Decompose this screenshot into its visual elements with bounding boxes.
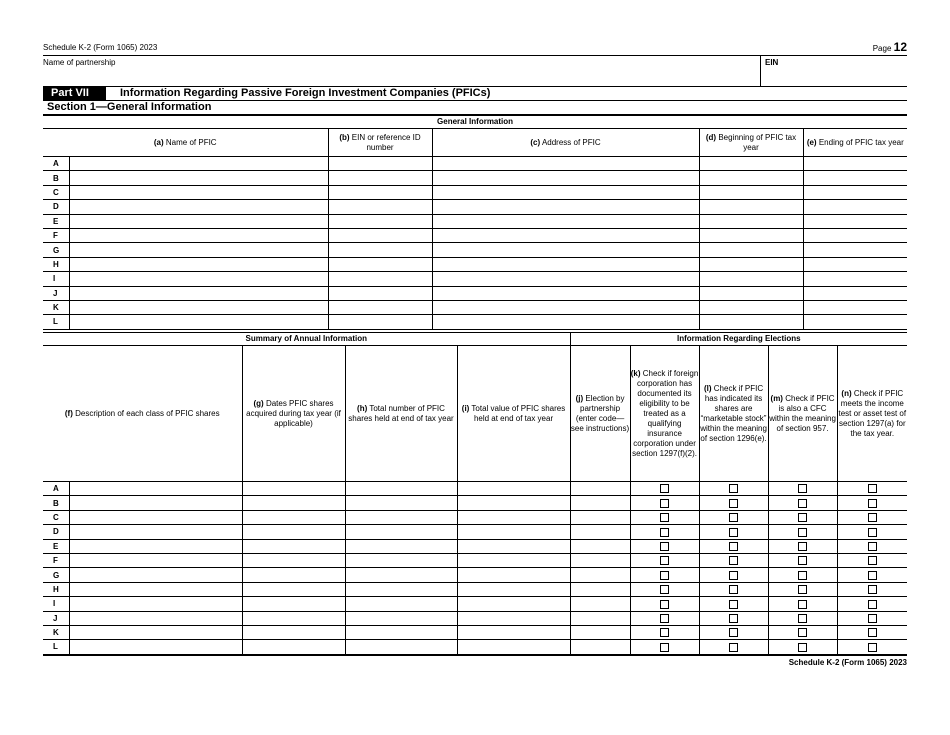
checkbox-cell: [837, 611, 907, 625]
row-label: K: [43, 300, 69, 314]
description-field[interactable]: [69, 640, 242, 654]
general-info-band: General Information: [43, 116, 907, 129]
row-label: H: [43, 582, 69, 596]
marketable-stock-checkbox[interactable]: [729, 484, 738, 493]
description-field[interactable]: [69, 582, 242, 596]
pfic-name-field[interactable]: [69, 214, 328, 228]
description-field[interactable]: [69, 597, 242, 611]
checkbox-cell: [630, 539, 699, 553]
end-year-field[interactable]: [803, 257, 907, 271]
general-row: [43, 243, 907, 257]
income-asset-test-checkbox[interactable]: [868, 628, 877, 637]
col-l-header: (l) Check if PFIC has indicated its shares are “marketable stock” within the meaning of section 1296(e).: [699, 346, 768, 482]
col-e-header: (e) Ending of PFIC tax year: [803, 129, 907, 157]
total-value-field[interactable]: [457, 568, 570, 582]
end-year-field[interactable]: [803, 272, 907, 286]
checkbox-cell: [837, 553, 907, 567]
summary-row: [43, 482, 907, 496]
checkbox-cell: [837, 640, 907, 654]
address-field[interactable]: [432, 243, 699, 257]
general-row: [43, 272, 907, 286]
partnership-name-field[interactable]: [51, 70, 751, 84]
checkbox-cell: [699, 525, 768, 539]
checkbox-cell: [768, 539, 837, 553]
general-row: [43, 200, 907, 214]
total-value-field[interactable]: [457, 496, 570, 510]
election-code-field[interactable]: [570, 510, 630, 524]
marketable-stock-checkbox[interactable]: [729, 571, 738, 580]
row-label: A: [43, 482, 69, 496]
ein-label: EIN: [765, 58, 779, 67]
checkbox-cell: [630, 597, 699, 611]
dates-acquired-field[interactable]: [242, 496, 345, 510]
checkbox-cell: [837, 597, 907, 611]
general-info-table: [43, 115, 907, 330]
description-field[interactable]: [69, 553, 242, 567]
summary-table: [43, 332, 907, 655]
total-value-field[interactable]: [457, 640, 570, 654]
general-row: [43, 157, 907, 171]
row-label: F: [43, 228, 69, 242]
checkbox-cell: [768, 625, 837, 639]
summary-row: [43, 496, 907, 510]
election-code-field[interactable]: [570, 582, 630, 596]
checkbox-cell: [699, 582, 768, 596]
pfic-name-field[interactable]: [69, 257, 328, 271]
checkbox-cell: [699, 568, 768, 582]
address-field[interactable]: [432, 300, 699, 314]
checkbox-cell: [837, 510, 907, 524]
part-label: Part VII: [43, 87, 106, 100]
qic-checkbox[interactable]: [660, 600, 669, 609]
cfc-checkbox[interactable]: [798, 614, 807, 623]
col-a-header: (a) Name of PFIC: [43, 129, 328, 157]
income-asset-test-checkbox[interactable]: [868, 614, 877, 623]
total-shares-field[interactable]: [345, 553, 457, 567]
row-label: G: [43, 568, 69, 582]
description-field[interactable]: [69, 539, 242, 553]
checkbox-cell: [768, 496, 837, 510]
income-asset-test-checkbox[interactable]: [868, 600, 877, 609]
begin-year-field[interactable]: [699, 185, 803, 199]
row-label: D: [43, 525, 69, 539]
total-value-field[interactable]: [457, 539, 570, 553]
total-shares-field[interactable]: [345, 611, 457, 625]
checkbox-cell: [630, 611, 699, 625]
checkbox-cell: [837, 568, 907, 582]
row-label: G: [43, 243, 69, 257]
col-b-header: (b) EIN or reference ID number: [328, 129, 432, 157]
cfc-checkbox[interactable]: [798, 528, 807, 537]
total-shares-field[interactable]: [345, 482, 457, 496]
pfic-name-field[interactable]: [69, 286, 328, 300]
end-year-field[interactable]: [803, 171, 907, 185]
cfc-checkbox[interactable]: [798, 556, 807, 565]
col-n-header: (n) Check if PFIC meets the income test or asset test of section 1297(a) for the tax year.: [837, 346, 907, 482]
checkbox-cell: [630, 553, 699, 567]
end-year-field[interactable]: [803, 300, 907, 314]
general-row: [43, 214, 907, 228]
row-label: A: [43, 157, 69, 171]
cfc-checkbox[interactable]: [798, 643, 807, 652]
total-value-field[interactable]: [457, 582, 570, 596]
general-row: [43, 257, 907, 271]
qic-checkbox[interactable]: [660, 528, 669, 537]
address-field[interactable]: [432, 272, 699, 286]
row-label: D: [43, 200, 69, 214]
ein-field[interactable]: [328, 300, 432, 314]
row-label: E: [43, 539, 69, 553]
summary-row: [43, 568, 907, 582]
total-value-field[interactable]: [457, 597, 570, 611]
checkbox-cell: [699, 611, 768, 625]
general-row: [43, 315, 907, 329]
row-label: J: [43, 611, 69, 625]
description-field[interactable]: [69, 525, 242, 539]
address-field[interactable]: [432, 228, 699, 242]
end-year-field[interactable]: [803, 185, 907, 199]
checkbox-cell: [699, 640, 768, 654]
election-code-field[interactable]: [570, 640, 630, 654]
checkbox-cell: [630, 640, 699, 654]
pfic-name-field[interactable]: [69, 243, 328, 257]
total-value-field[interactable]: [457, 510, 570, 524]
qic-checkbox[interactable]: [660, 484, 669, 493]
marketable-stock-checkbox[interactable]: [729, 585, 738, 594]
end-year-field[interactable]: [803, 243, 907, 257]
checkbox-cell: [837, 539, 907, 553]
general-row: [43, 286, 907, 300]
marketable-stock-checkbox[interactable]: [729, 614, 738, 623]
summary-row: [43, 625, 907, 639]
election-code-field[interactable]: [570, 496, 630, 510]
part-title: Information Regarding Passive Foreign Investment Companies (PFICs): [120, 87, 491, 99]
qic-checkbox[interactable]: [660, 628, 669, 637]
ein-field[interactable]: [328, 214, 432, 228]
description-field[interactable]: [69, 568, 242, 582]
ein-field[interactable]: [328, 157, 432, 171]
checkbox-cell: [768, 582, 837, 596]
dates-acquired-field[interactable]: [242, 553, 345, 567]
dates-acquired-field[interactable]: [242, 582, 345, 596]
dates-acquired-field[interactable]: [242, 611, 345, 625]
checkbox-cell: [630, 625, 699, 639]
address-field[interactable]: [432, 200, 699, 214]
election-code-field[interactable]: [570, 625, 630, 639]
cfc-checkbox[interactable]: [798, 600, 807, 609]
begin-year-field[interactable]: [699, 286, 803, 300]
row-label: I: [43, 272, 69, 286]
dates-acquired-field[interactable]: [242, 525, 345, 539]
end-year-field[interactable]: [803, 200, 907, 214]
marketable-stock-checkbox[interactable]: [729, 556, 738, 565]
qic-checkbox[interactable]: [660, 614, 669, 623]
ein-field[interactable]: [328, 243, 432, 257]
ein-field[interactable]: [328, 171, 432, 185]
checkbox-cell: [630, 510, 699, 524]
checkbox-cell: [630, 525, 699, 539]
checkbox-cell: [837, 525, 907, 539]
total-value-field[interactable]: [457, 625, 570, 639]
income-asset-test-checkbox[interactable]: [868, 484, 877, 493]
begin-year-field[interactable]: [699, 300, 803, 314]
total-shares-field[interactable]: [345, 539, 457, 553]
end-year-field[interactable]: [803, 286, 907, 300]
col-j-header: (j) Election by partnership (enter code—see instructions): [570, 346, 630, 482]
checkbox-cell: [768, 640, 837, 654]
marketable-stock-checkbox[interactable]: [729, 542, 738, 551]
checkbox-cell: [837, 625, 907, 639]
income-asset-test-checkbox[interactable]: [868, 542, 877, 551]
end-year-field[interactable]: [803, 214, 907, 228]
total-shares-field[interactable]: [345, 582, 457, 596]
pfic-name-field[interactable]: [69, 171, 328, 185]
election-code-field[interactable]: [570, 597, 630, 611]
page-number-value: 12: [893, 40, 907, 54]
summary-row: [43, 582, 907, 596]
income-asset-test-checkbox[interactable]: [868, 585, 877, 594]
ein-field[interactable]: [328, 272, 432, 286]
total-shares-field[interactable]: [345, 625, 457, 639]
ein-field[interactable]: [328, 200, 432, 214]
summary-band: Summary of Annual Information: [43, 333, 570, 346]
cfc-checkbox[interactable]: [798, 499, 807, 508]
end-year-field[interactable]: [803, 228, 907, 242]
total-shares-field[interactable]: [345, 496, 457, 510]
page-prefix: Page: [872, 44, 892, 53]
pfic-name-field[interactable]: [69, 200, 328, 214]
description-field[interactable]: [69, 611, 242, 625]
checkbox-cell: [699, 539, 768, 553]
pfic-name-field[interactable]: [69, 300, 328, 314]
election-code-field[interactable]: [570, 611, 630, 625]
cfc-checkbox[interactable]: [798, 585, 807, 594]
checkbox-cell: [837, 482, 907, 496]
checkbox-cell: [699, 553, 768, 567]
ein-field[interactable]: [328, 257, 432, 271]
total-shares-field[interactable]: [345, 525, 457, 539]
row-label: L: [43, 315, 69, 329]
election-code-field[interactable]: [570, 568, 630, 582]
address-field[interactable]: [432, 315, 699, 329]
divider-line: [43, 55, 907, 56]
dates-acquired-field[interactable]: [242, 539, 345, 553]
income-asset-test-checkbox[interactable]: [868, 513, 877, 522]
checkbox-cell: [768, 525, 837, 539]
total-value-field[interactable]: [457, 525, 570, 539]
checkbox-cell: [699, 496, 768, 510]
row-label: H: [43, 257, 69, 271]
col-k-header: (k) Check if foreign corporation has documented its eligibility to be treated as a qualifying insurance corporation under section 1297(f)(2).: [630, 346, 699, 482]
checkbox-cell: [768, 510, 837, 524]
pfic-name-field[interactable]: [69, 228, 328, 242]
checkbox-cell: [699, 482, 768, 496]
cfc-checkbox[interactable]: [798, 571, 807, 580]
checkbox-cell: [630, 582, 699, 596]
address-field[interactable]: [432, 257, 699, 271]
dates-acquired-field[interactable]: [242, 597, 345, 611]
total-value-field[interactable]: [457, 482, 570, 496]
row-label: L: [43, 640, 69, 654]
checkbox-cell: [699, 625, 768, 639]
description-field[interactable]: [69, 510, 242, 524]
begin-year-field[interactable]: [699, 315, 803, 329]
col-g-header: (g) Dates PFIC shares acquired during tax year (if applicable): [242, 346, 345, 482]
address-field[interactable]: [432, 171, 699, 185]
checkbox-cell: [630, 496, 699, 510]
row-label: I: [43, 597, 69, 611]
row-label: B: [43, 496, 69, 510]
general-row: [43, 300, 907, 314]
total-shares-field[interactable]: [345, 640, 457, 654]
row-label: K: [43, 625, 69, 639]
cfc-checkbox[interactable]: [798, 628, 807, 637]
dates-acquired-field[interactable]: [242, 510, 345, 524]
election-code-field[interactable]: [570, 525, 630, 539]
qic-checkbox[interactable]: [660, 513, 669, 522]
checkbox-cell: [837, 582, 907, 596]
begin-year-field[interactable]: [699, 272, 803, 286]
summary-row: [43, 597, 907, 611]
row-label: C: [43, 185, 69, 199]
marketable-stock-checkbox[interactable]: [729, 643, 738, 652]
dates-acquired-field[interactable]: [242, 640, 345, 654]
section-title: Section 1—General Information: [47, 101, 212, 113]
col-h-header: (h) Total number of PFIC shares held at end of tax year: [345, 346, 457, 482]
ein-field[interactable]: [328, 228, 432, 242]
form-id: Schedule K-2 (Form 1065) 2023: [43, 43, 158, 52]
summary-row: [43, 553, 907, 567]
begin-year-field[interactable]: [699, 243, 803, 257]
row-label: C: [43, 510, 69, 524]
checkbox-cell: [699, 597, 768, 611]
summary-row: [43, 611, 907, 625]
row-label: F: [43, 553, 69, 567]
checkbox-cell: [699, 510, 768, 524]
income-asset-test-checkbox[interactable]: [868, 528, 877, 537]
ein-field[interactable]: [328, 286, 432, 300]
row-label: B: [43, 171, 69, 185]
summary-row: [43, 510, 907, 524]
total-shares-field[interactable]: [345, 510, 457, 524]
ein-field[interactable]: [328, 185, 432, 199]
col-c-header: (c) Address of PFIC: [432, 129, 699, 157]
summary-row: [43, 539, 907, 553]
marketable-stock-checkbox[interactable]: [729, 600, 738, 609]
end-year-field[interactable]: [803, 315, 907, 329]
begin-year-field[interactable]: [699, 228, 803, 242]
checkbox-cell: [630, 482, 699, 496]
dates-acquired-field[interactable]: [242, 625, 345, 639]
ein-field[interactable]: [328, 315, 432, 329]
ein-field[interactable]: [770, 70, 900, 84]
description-field[interactable]: [69, 482, 242, 496]
election-code-field[interactable]: [570, 539, 630, 553]
begin-year-field[interactable]: [699, 157, 803, 171]
row-label: J: [43, 286, 69, 300]
divider-line: [760, 55, 761, 86]
checkbox-cell: [837, 496, 907, 510]
description-field[interactable]: [69, 496, 242, 510]
summary-row: [43, 525, 907, 539]
pfic-name-field[interactable]: [69, 315, 328, 329]
dates-acquired-field[interactable]: [242, 568, 345, 582]
marketable-stock-checkbox[interactable]: [729, 528, 738, 537]
qic-checkbox[interactable]: [660, 571, 669, 580]
elections-band: Information Regarding Elections: [570, 333, 907, 346]
partnership-name-label: Name of partnership: [43, 58, 116, 67]
total-value-field[interactable]: [457, 553, 570, 567]
checkbox-cell: [630, 568, 699, 582]
begin-year-field[interactable]: [699, 200, 803, 214]
general-row: [43, 171, 907, 185]
begin-year-field[interactable]: [699, 171, 803, 185]
qic-checkbox[interactable]: [660, 542, 669, 551]
general-row: [43, 228, 907, 242]
end-year-field[interactable]: [803, 157, 907, 171]
income-asset-test-checkbox[interactable]: [868, 556, 877, 565]
checkbox-cell: [768, 482, 837, 496]
address-field[interactable]: [432, 286, 699, 300]
total-shares-field[interactable]: [345, 568, 457, 582]
qic-checkbox[interactable]: [660, 643, 669, 652]
page-number: [873, 40, 907, 54]
pfic-name-field[interactable]: [69, 185, 328, 199]
begin-year-field[interactable]: [699, 257, 803, 271]
row-label: E: [43, 214, 69, 228]
summary-row: [43, 640, 907, 654]
description-field[interactable]: [69, 625, 242, 639]
col-i-header: (i) Total value of PFIC shares held at end of tax year: [457, 346, 570, 482]
checkbox-cell: [768, 611, 837, 625]
income-asset-test-checkbox[interactable]: [868, 499, 877, 508]
total-value-field[interactable]: [457, 611, 570, 625]
footer-form-id: Schedule K-2 (Form 1065) 2023: [788, 658, 907, 667]
qic-checkbox[interactable]: [660, 556, 669, 565]
address-field[interactable]: [432, 214, 699, 228]
address-field[interactable]: [432, 157, 699, 171]
marketable-stock-checkbox[interactable]: [729, 499, 738, 508]
checkbox-cell: [768, 553, 837, 567]
general-row: [43, 185, 907, 199]
col-d-header: (d) Beginning of PFIC tax year: [699, 129, 803, 157]
checkbox-cell: [768, 597, 837, 611]
cfc-checkbox[interactable]: [798, 513, 807, 522]
address-field[interactable]: [432, 185, 699, 199]
begin-year-field[interactable]: [699, 214, 803, 228]
election-code-field[interactable]: [570, 482, 630, 496]
income-asset-test-checkbox[interactable]: [868, 571, 877, 580]
pfic-name-field[interactable]: [69, 272, 328, 286]
cfc-checkbox[interactable]: [798, 542, 807, 551]
dates-acquired-field[interactable]: [242, 482, 345, 496]
qic-checkbox[interactable]: [660, 585, 669, 594]
pfic-name-field[interactable]: [69, 157, 328, 171]
qic-checkbox[interactable]: [660, 499, 669, 508]
election-code-field[interactable]: [570, 553, 630, 567]
col-f-header: (f) Description of each class of PFIC shares: [43, 346, 242, 482]
divider-line: [43, 654, 907, 656]
marketable-stock-checkbox[interactable]: [729, 513, 738, 522]
total-shares-field[interactable]: [345, 597, 457, 611]
checkbox-cell: [768, 568, 837, 582]
col-m-header: (m) Check if PFIC is also a CFC within the meaning of section 957.: [768, 346, 837, 482]
cfc-checkbox[interactable]: [798, 484, 807, 493]
marketable-stock-checkbox[interactable]: [729, 628, 738, 637]
income-asset-test-checkbox[interactable]: [868, 643, 877, 652]
